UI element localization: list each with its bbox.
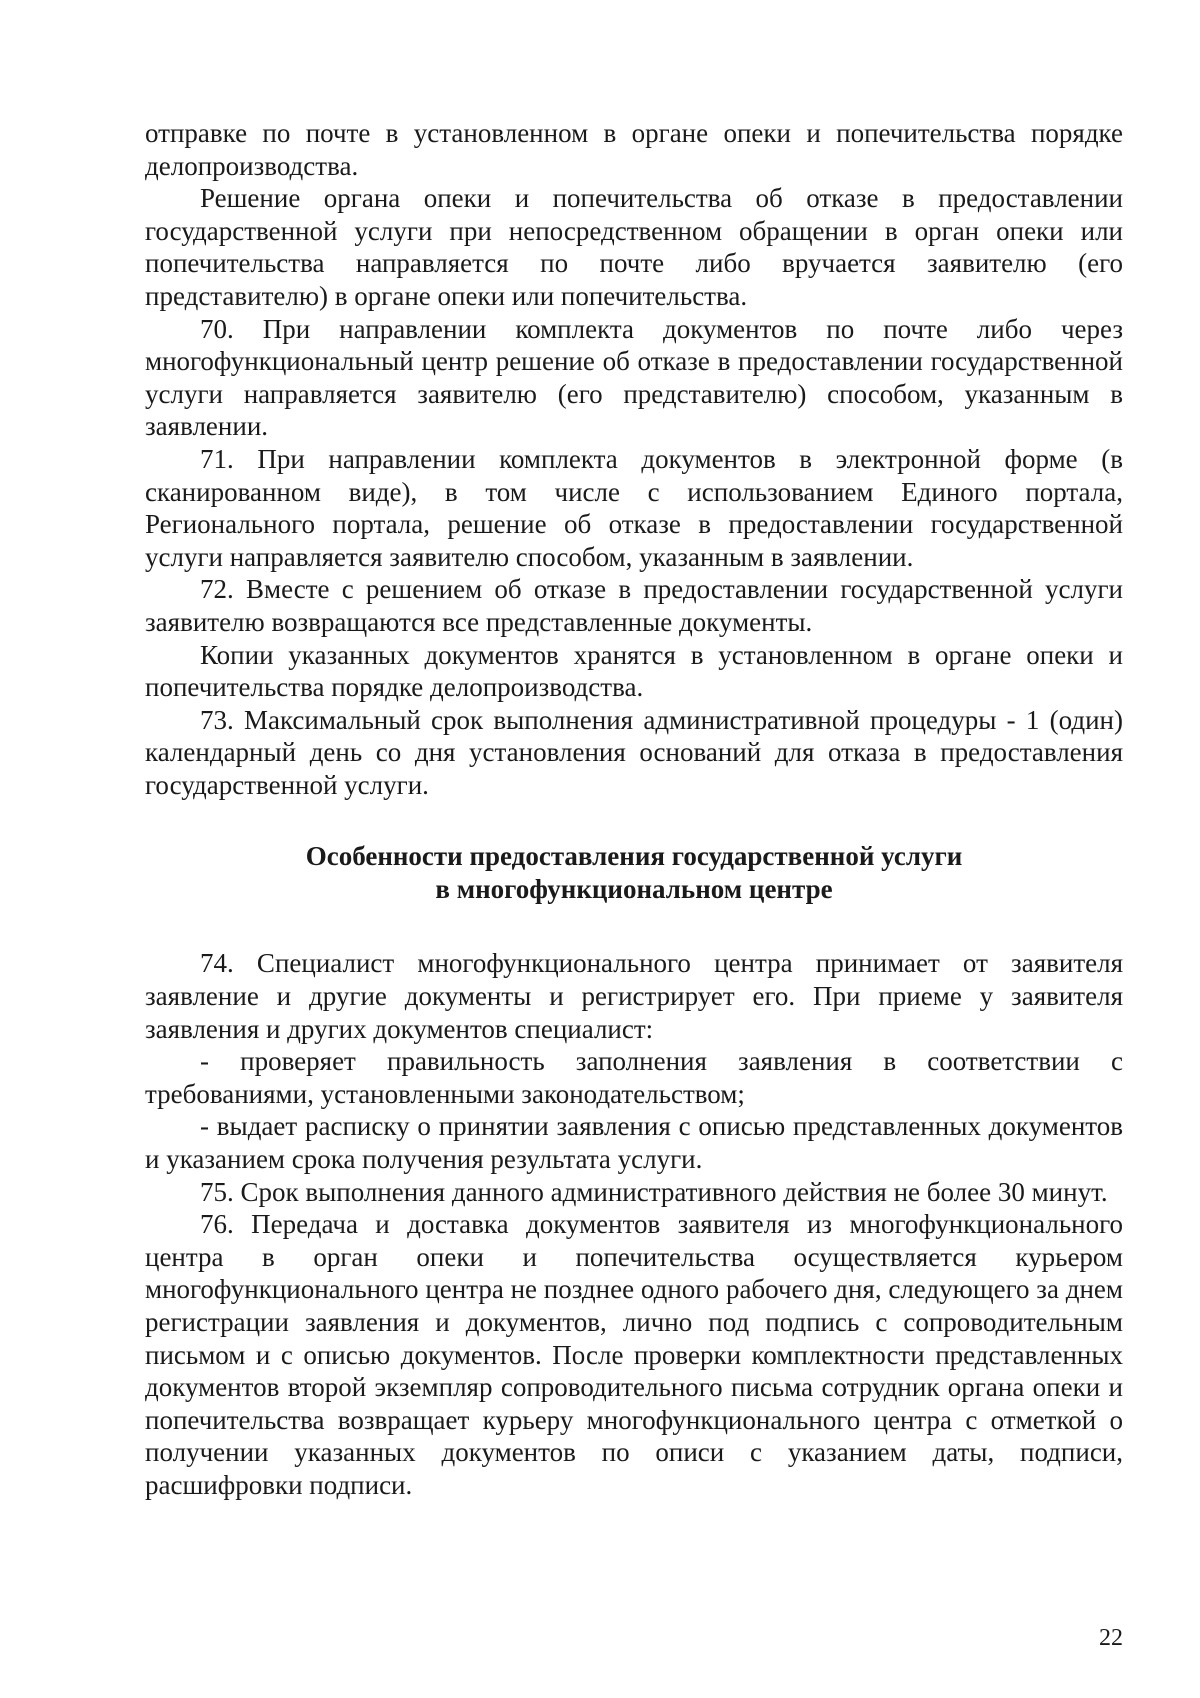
paragraph-75: 75. Срок выполнения данного административного действия не более 30 минут. xyxy=(200,1176,1108,1207)
paragraph-continuation: отправке по почте в установленном в органе опеки и попечительства порядке делопроизводства. xyxy=(145,118,1123,181)
paragraph-72: 72. Вместе с решением об отказе в предоставлении государственной услуги заявителю возвращаются все представленные документы. xyxy=(145,574,1123,637)
paragraph-76: 76. Передача и доставка документов заявителя из многофункционального центра в орган опеки и попечительства осуществляется курьером многофункционального центра не позднее одного рабочего дня, следующего за днем регистрации заявления и документов, лично под подпись с сопроводительным письмом и с описью документов. После проверки комплектности представленных документов второй экземпляр сопроводительного письма сотрудник органа опеки и попечительства возвращает курьеру многофункционального центра с отметкой о получении указанных документов по описи с указанием даты, подписи, расшифровки подписи. xyxy=(145,1209,1123,1500)
paragraph-73: 73. Максимальный срок выполнения административной процедуры - 1 (один) календарный день со дня установления оснований для отказа в предоставления государственной услуги. xyxy=(145,704,1123,800)
page-number: 22 xyxy=(1099,1625,1123,1651)
section-heading xyxy=(145,840,1123,906)
section-heading-line-2: в многофункциональном центре xyxy=(435,874,833,905)
section-heading-line-1: Особенности предоставления государственной услуги xyxy=(305,841,963,872)
paragraph-refusal-decision: Решение органа опеки и попечительства об отказе в предоставлении государственной услуги при непосредственном обращении в орган опеки или попечительства направляется по почте либо вручается заявителю (его представителю) в органе опеки или попечительства. xyxy=(145,183,1123,311)
paragraph-70: 70. При направлении комплекта документов по почте либо через многофункциональный центр решение об отказе в предоставлении государственной услуги направляется заявителю (его представителю) способом, указанным в заявлении. xyxy=(145,313,1123,442)
paragraph-71: 71. При направлении комплекта документов в электронной форме (в сканированном виде), в том числе с использованием Единого портала, Регионального портала, решение об отказе в предоставлении государственной услуги направляется заявителю способом, указанным в заявлении. xyxy=(145,443,1123,572)
page-content xyxy=(145,117,1123,1502)
list-item-check: - проверяет правильность заполнения заявления в соответствии с требованиями, установленными законодательством; xyxy=(145,1046,1123,1109)
paragraph-74: 74. Специалист многофункционального центра принимает от заявителя заявление и другие документы и регистрирует его. При приеме у заявителя заявления и других документов специалист: xyxy=(145,948,1123,1044)
paragraphs-after-heading xyxy=(145,947,1123,1501)
list-item-receipt: - выдает расписку о принятии заявления с описью представленных документов и указанием срока получения результата услуги. xyxy=(145,1111,1123,1175)
paragraph-copies: Копии указанных документов хранятся в установленном в органе опеки и попечительства порядке делопроизводства. xyxy=(145,639,1123,703)
paragraphs-before-heading xyxy=(145,117,1123,801)
